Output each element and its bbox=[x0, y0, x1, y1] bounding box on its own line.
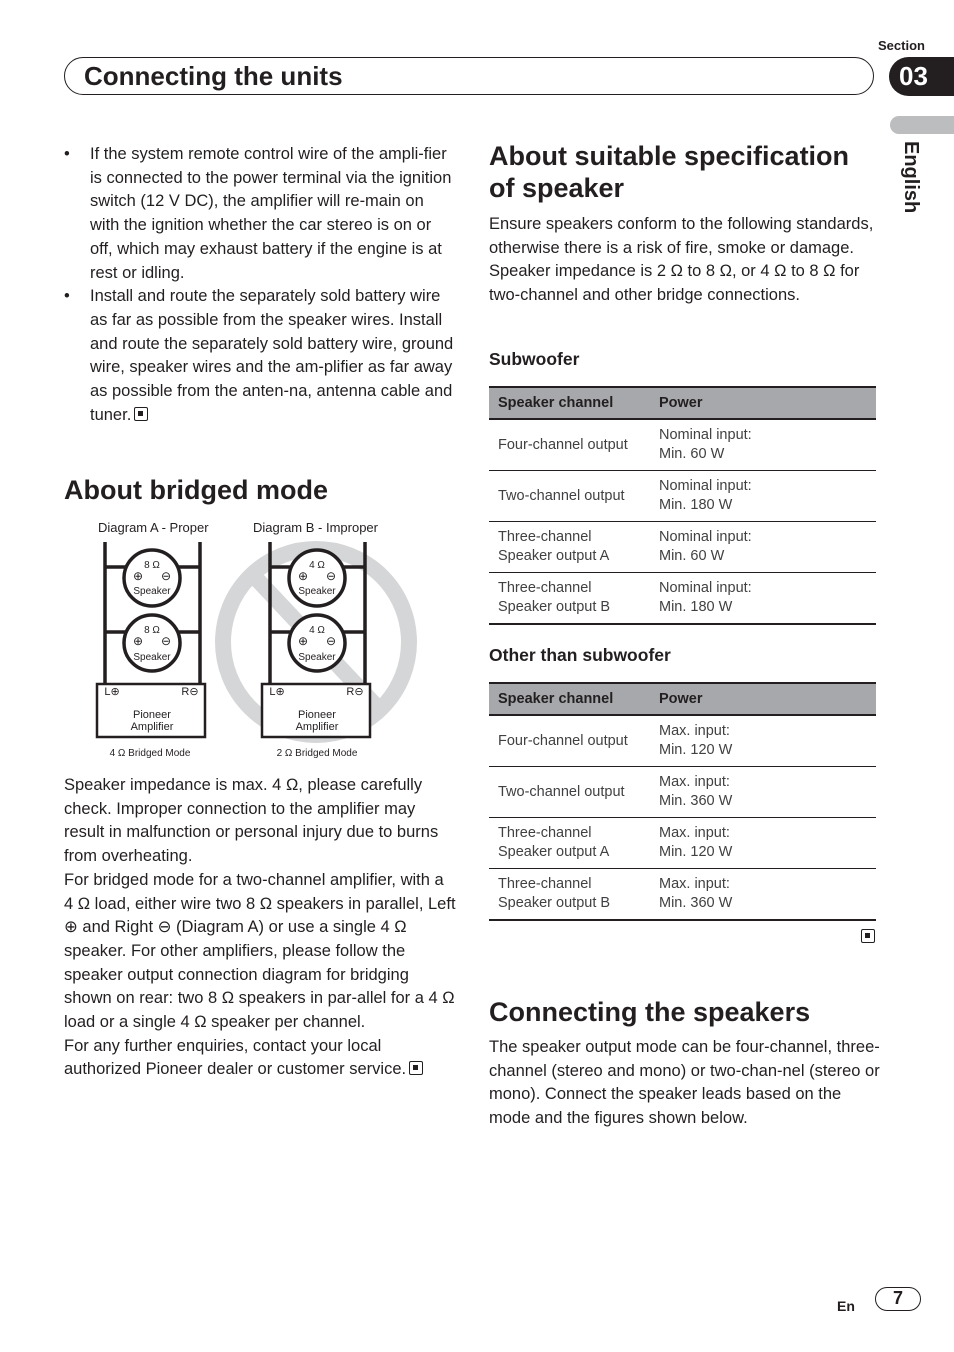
svg-text:⊖: ⊖ bbox=[160, 634, 172, 648]
diagram-a bbox=[97, 542, 205, 737]
end-mark-icon bbox=[409, 1061, 423, 1075]
svg-text:⊖: ⊖ bbox=[325, 634, 337, 648]
table-header-row bbox=[489, 683, 876, 715]
page-number: 7 bbox=[875, 1287, 921, 1311]
diagram-b-caption: 2 Ω Bridged Mode bbox=[276, 748, 358, 759]
language-label: English bbox=[900, 141, 922, 214]
diagram-a-caption: 4 Ω Bridged Mode bbox=[109, 748, 191, 759]
table-header-row bbox=[489, 387, 876, 419]
end-mark-icon bbox=[861, 929, 875, 943]
svg-text:⊕: ⊕ bbox=[297, 569, 309, 583]
table-row: Three-channel Speaker output B Max. input: Min. 360 W bbox=[489, 869, 876, 921]
section-label: Section bbox=[878, 38, 925, 53]
svg-text:⊕: ⊕ bbox=[132, 569, 144, 583]
svg-text:Speaker: Speaker bbox=[298, 586, 336, 597]
svg-text:Amplifier: Amplifier bbox=[295, 721, 339, 733]
diagram-a-title: Diagram A - Proper bbox=[98, 520, 209, 535]
table-row: Four-channel output Max. input: Min. 120 W bbox=[489, 715, 876, 767]
table-row: Three-channel Speaker output A Max. input: Min. 120 W bbox=[489, 818, 876, 869]
list-item: • Install and route the separately sold battery wire as far as possible from the speaker wires. Install and route the separately sold battery wire, ground wire, speaker wires and the am-plifier as far away as possible from the anten-na, antenna cable and tuner. bbox=[64, 285, 454, 427]
end-mark-icon bbox=[134, 407, 148, 421]
page-title: Connecting the units bbox=[84, 61, 343, 91]
svg-text:4 Ω: 4 Ω bbox=[309, 625, 325, 636]
column-header: Power bbox=[650, 387, 876, 419]
column-header: Speaker channel bbox=[489, 683, 650, 715]
warning-list bbox=[64, 143, 454, 427]
svg-text:R⊖: R⊖ bbox=[181, 686, 199, 698]
svg-text:⊖: ⊖ bbox=[325, 569, 337, 583]
paragraph: For any further enquiries, contact your local authorized Pioneer dealer or customer service. bbox=[64, 1035, 456, 1082]
column-header: Speaker channel bbox=[489, 387, 650, 419]
suitable-spec-heading: About suitable specification of speaker bbox=[489, 141, 850, 203]
svg-text:4 Ω: 4 Ω bbox=[309, 560, 325, 571]
bridged-mode-heading: About bridged mode bbox=[64, 475, 328, 505]
svg-text:⊕: ⊕ bbox=[132, 634, 144, 648]
svg-text:Pioneer: Pioneer bbox=[298, 709, 336, 721]
suitable-spec-text: Ensure speakers conform to the following standards, otherwise there is a risk of fire, smoke or damage. Speaker impedance is 2 Ω to 8 Ω, or 4 Ω to 8 Ω for two-channel and other bridge connections. bbox=[489, 215, 874, 305]
bridged-mode-diagram bbox=[80, 512, 440, 767]
connecting-speakers-text: The speaker output mode can be four-channel, three-channel (stereo and mono) or two-chan-nel (stereo or mono). Connect the speaker leads based on the mode and the figures shown below. bbox=[489, 1038, 880, 1128]
svg-text:Amplifier: Amplifier bbox=[130, 721, 174, 733]
footer-language: En bbox=[837, 1298, 855, 1314]
other-speaker-table bbox=[489, 682, 876, 921]
svg-text:Pioneer: Pioneer bbox=[133, 709, 171, 721]
connecting-speakers-heading: Connecting the speakers bbox=[489, 997, 811, 1027]
paragraph: For bridged mode for a two-channel amplifier, with a 4 Ω load, either wire two 8 Ω speakers in parallel, Left ⊕ and Right ⊖ (Diagram A) or use a single 4 Ω speaker. For other amplifiers, please follow the speaker output connection diagram for bridging shown on rear: two 8 Ω speakers in par-allel for a 4 Ω load or a single 4 Ω speaker per channel. bbox=[64, 870, 456, 1032]
paragraph: Speaker impedance is max. 4 Ω, please carefully check. Improper connection to the amplifier may result in malfunction or personal injury due to burns from overheating. bbox=[64, 776, 439, 866]
diagram-b-title: Diagram B - Improper bbox=[253, 520, 378, 535]
svg-text:⊖: ⊖ bbox=[160, 569, 172, 583]
svg-text:L⊕: L⊕ bbox=[269, 686, 285, 698]
other-than-subwoofer-heading: Other than subwoofer bbox=[489, 645, 671, 665]
bridged-mode-text bbox=[64, 774, 456, 1082]
subwoofer-table bbox=[489, 386, 876, 625]
speaker-label: Speaker bbox=[133, 586, 171, 597]
svg-text:⊕: ⊕ bbox=[297, 634, 309, 648]
table-row: Three-channel Speaker output A Nominal input: Min. 60 W bbox=[489, 522, 876, 573]
svg-text:Speaker: Speaker bbox=[133, 652, 171, 663]
speaker-impedance-label: 8 Ω bbox=[144, 560, 160, 571]
table-row: Two-channel output Max. input: Min. 360 W bbox=[489, 767, 876, 818]
table-row: Four-channel output Nominal input: Min. 60 W bbox=[489, 419, 876, 471]
svg-text:L⊕: L⊕ bbox=[104, 686, 120, 698]
table-row: Three-channel Speaker output B Nominal input: Min. 180 W bbox=[489, 573, 876, 625]
svg-text:8 Ω: 8 Ω bbox=[144, 625, 160, 636]
section-number-tab: 03 bbox=[889, 57, 954, 96]
language-bar bbox=[890, 116, 954, 134]
svg-text:R⊖: R⊖ bbox=[346, 686, 364, 698]
svg-text:Speaker: Speaker bbox=[298, 652, 336, 663]
subwoofer-heading: Subwoofer bbox=[489, 349, 580, 369]
table-row: Two-channel output Nominal input: Min. 180 W bbox=[489, 471, 876, 522]
list-item: • If the system remote control wire of the ampli-fier is connected to the power terminal via the ignition switch (12 V DC), the amplifier will re-main on with the ignition whether the car stereo is on or off, which may exhaust battery if the engine is at rest or idling. bbox=[64, 143, 454, 285]
column-header: Power bbox=[650, 683, 876, 715]
diagram-b bbox=[262, 542, 370, 737]
